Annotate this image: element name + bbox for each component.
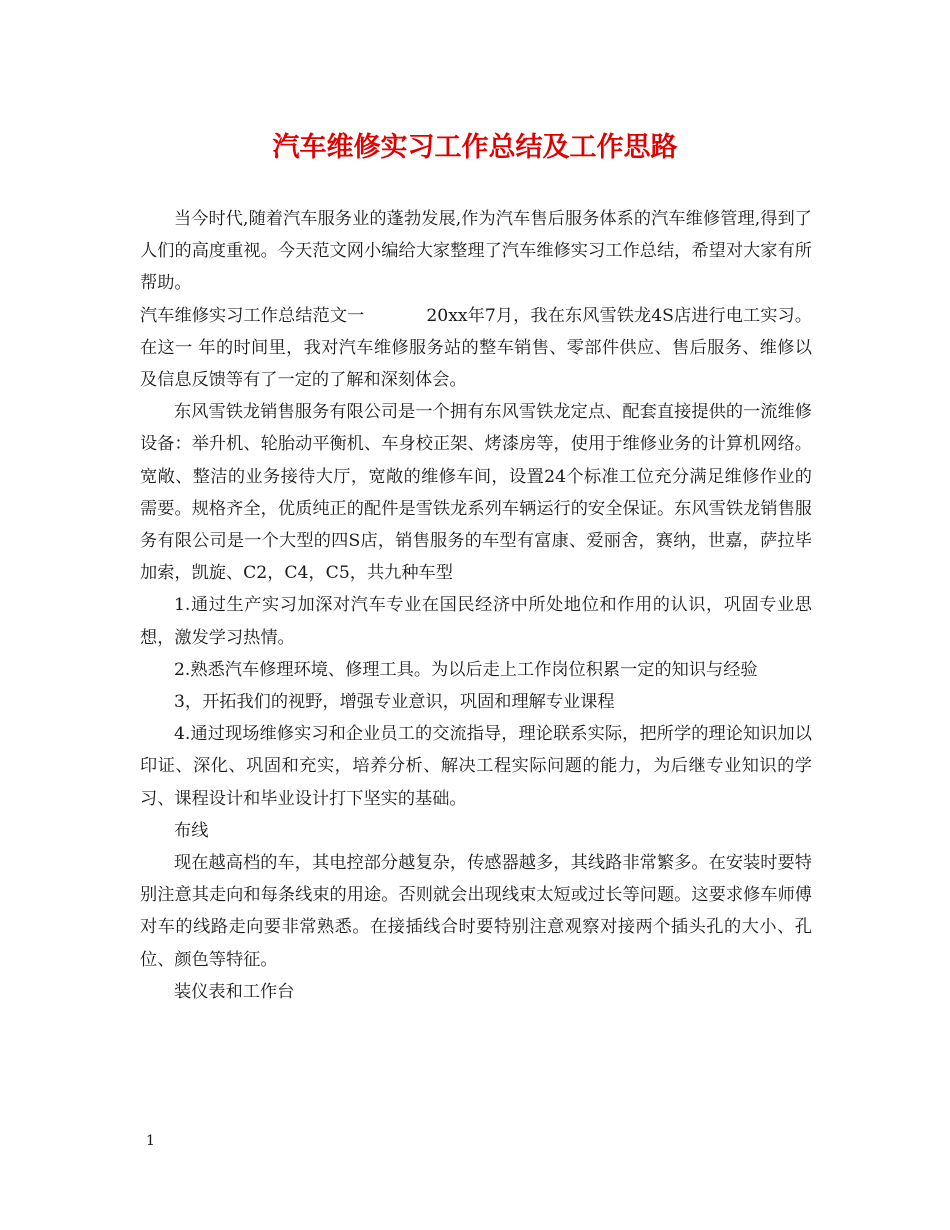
sample-heading: 汽车维修实习工作总结范文一 <box>140 305 365 326</box>
goal-item-4: 4.通过现场维修实习和企业员工的交流指导，理论联系实际，把所学的理论知识加以印证、深化、巩固和充实，培养分析、解决工程实际问题的能力，为后继专业知识的学习、课程设计和毕业设计打下坚实的基础。 <box>140 724 812 809</box>
intro-paragraph: 当今时代,随着汽车服务业的蓬勃发展,作为汽车售后服务体系的汽车维修管理,得到了人们的高度重视。今天范文网小编给大家整理了汽车维修实习工作总结，希望对大家有所帮助。 <box>140 209 812 294</box>
document-title: 汽车维修实习工作总结及工作思路 <box>272 132 678 163</box>
page-number: 1 <box>146 1133 155 1149</box>
sample-paragraph <box>140 300 812 397</box>
wiring-heading: 布线 <box>174 820 209 841</box>
sample-text: 20xx年7月，我在东风雪铁龙4S店进行电工实习。在这一 年的时间里，我对汽车维修服务站的整车销售、零部件供应、售后服务、维修以及信息反馈等有了一定的了解和深刻体会。 <box>140 305 812 391</box>
goal-item-2: 2.熟悉汽车修理环境、修理工具。为以后走上工作岗位积累一定的知识与经验 <box>174 659 758 680</box>
wiring-paragraph: 现在越高档的车，其电控部分越复杂，传感器越多，其线路非常繁多。在安装时要特别注意其走向和每条线束的用途。否则就会出现线束太短或过长等问题。这要求修车师傅对车的线路走向要非常熟悉。在接插线合时要特别注意观察对接两个插头孔的大小、孔位、颜色等特征。 <box>140 853 812 970</box>
company-paragraph: 东风雪铁龙销售服务有限公司是一个拥有东风雪铁龙定点、配套直接提供的一流维修设备：举升机、轮胎动平衡机、车身校正架、烤漆房等，使用于维修业务的计算机网络。宽敞、整洁的业务接待大厅，宽敞的维修车间，设置24个标准工位充分满足维修作业的需要。规格齐全，优质纯正的配件是雪铁龙系列车辆运行的安全保证。东风雪铁龙销售服务有限公司是一个大型的四S店，销售服务的车型有富康、爱丽舍，赛纳，世嘉，萨拉毕加索，凯旋、C2，C4，C5，共九种车型 <box>140 402 812 584</box>
goal-item-3: 3，开拓我们的视野，增强专业意识，巩固和理解专业课程 <box>174 692 615 713</box>
document-body <box>140 203 812 1008</box>
dashboard-heading: 装仪表和工作台 <box>174 981 295 1002</box>
goal-item-1: 1.通过生产实习加深对汽车专业在国民经济中所处地位和作用的认识，巩固专业思想，激发学习热情。 <box>140 595 812 648</box>
